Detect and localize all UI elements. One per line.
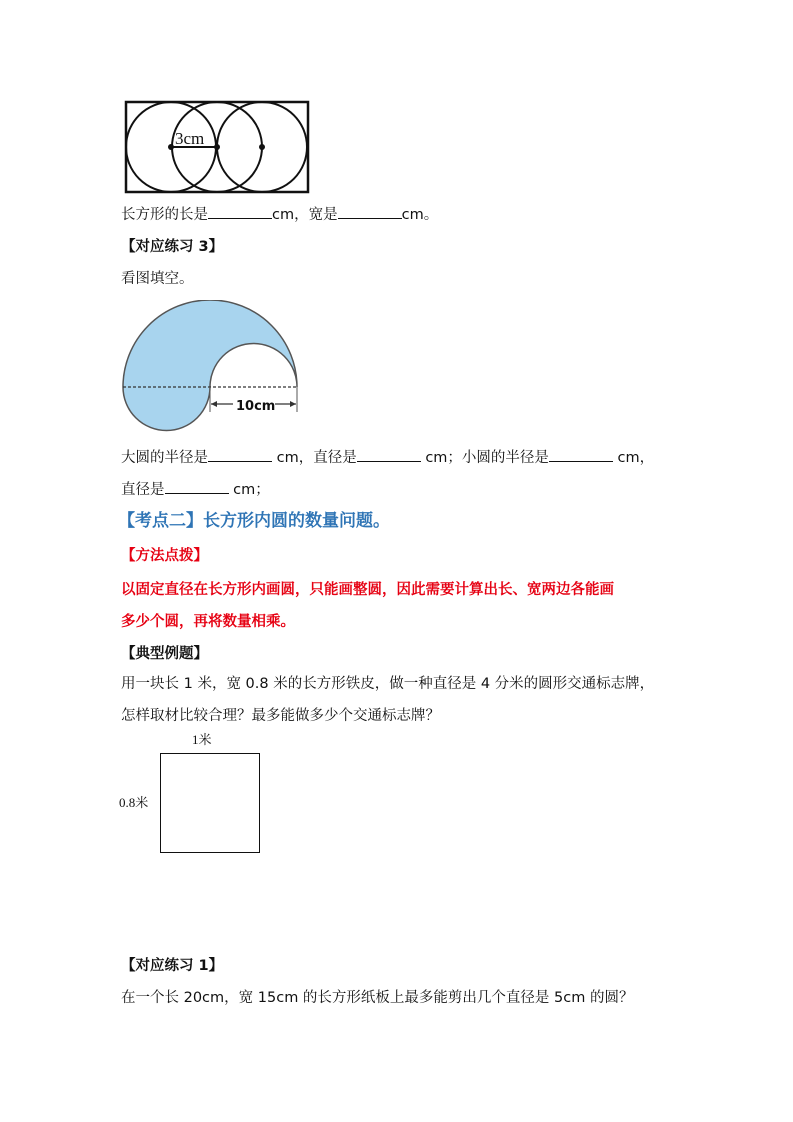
answer-blank[interactable] — [208, 204, 272, 219]
diameter-label: 10cm — [236, 399, 276, 414]
crescent-circle-figure — [115, 300, 315, 435]
method-text-line2: 多少个圆，再将数量相乘。 — [121, 614, 295, 630]
length-label: 1米 — [192, 732, 212, 747]
exercise-1-header: 【对应练习 1】 — [121, 958, 224, 974]
text: 长方形的长是 — [121, 207, 208, 223]
answer-blank[interactable] — [208, 447, 272, 462]
answer-blank[interactable] — [357, 447, 421, 462]
answer-blank[interactable] — [549, 447, 613, 462]
exercise-3-header: 【对应练习 3】 — [121, 239, 224, 255]
sheet-rectangle — [160, 753, 260, 853]
exercise-3-instruction: 看图填空。 — [121, 271, 194, 287]
width-label: 0.8米 — [119, 795, 149, 810]
three-circles-figure — [120, 95, 320, 205]
example-header: 【典型例题】 — [121, 646, 208, 662]
text: 直径是 — [121, 482, 165, 498]
question-circle-diameter — [121, 479, 270, 500]
answer-blank[interactable] — [338, 204, 402, 219]
text: cm， — [612, 450, 655, 466]
question-rectangle-size — [121, 204, 438, 225]
example-text-line1: 用一块长 1 米，宽 0.8 米的长方形铁皮，做一种直径是 4 分米的圆形交通标志牌， — [121, 676, 655, 692]
example-text-line2: 怎样取材比较合理？最多能做多少个交通标志牌？ — [121, 708, 440, 724]
exercise-1-question: 在一个长 20cm，宽 15cm 的长方形纸板上最多能剪出几个直径是 5cm 的圆？ — [121, 990, 634, 1006]
radius-label: 3cm — [175, 129, 205, 148]
question-circle-radius — [121, 447, 654, 468]
method-header: 【方法点拨】 — [121, 548, 208, 564]
section-title: 【考点二】长方形内圆的数量问题。 — [118, 511, 390, 531]
method-text-line1: 以固定直径在长方形内画圆，只能画整圆，因此需要计算出长、宽两边各能画 — [121, 582, 614, 598]
text: cm，直径是 — [272, 450, 357, 466]
text: cm。 — [401, 207, 439, 223]
text: 大圆的半径是 — [121, 450, 208, 466]
text: cm；小圆的半径是 — [420, 450, 549, 466]
text: cm； — [228, 482, 270, 498]
answer-blank[interactable] — [165, 479, 229, 494]
text: cm，宽是 — [272, 207, 338, 223]
